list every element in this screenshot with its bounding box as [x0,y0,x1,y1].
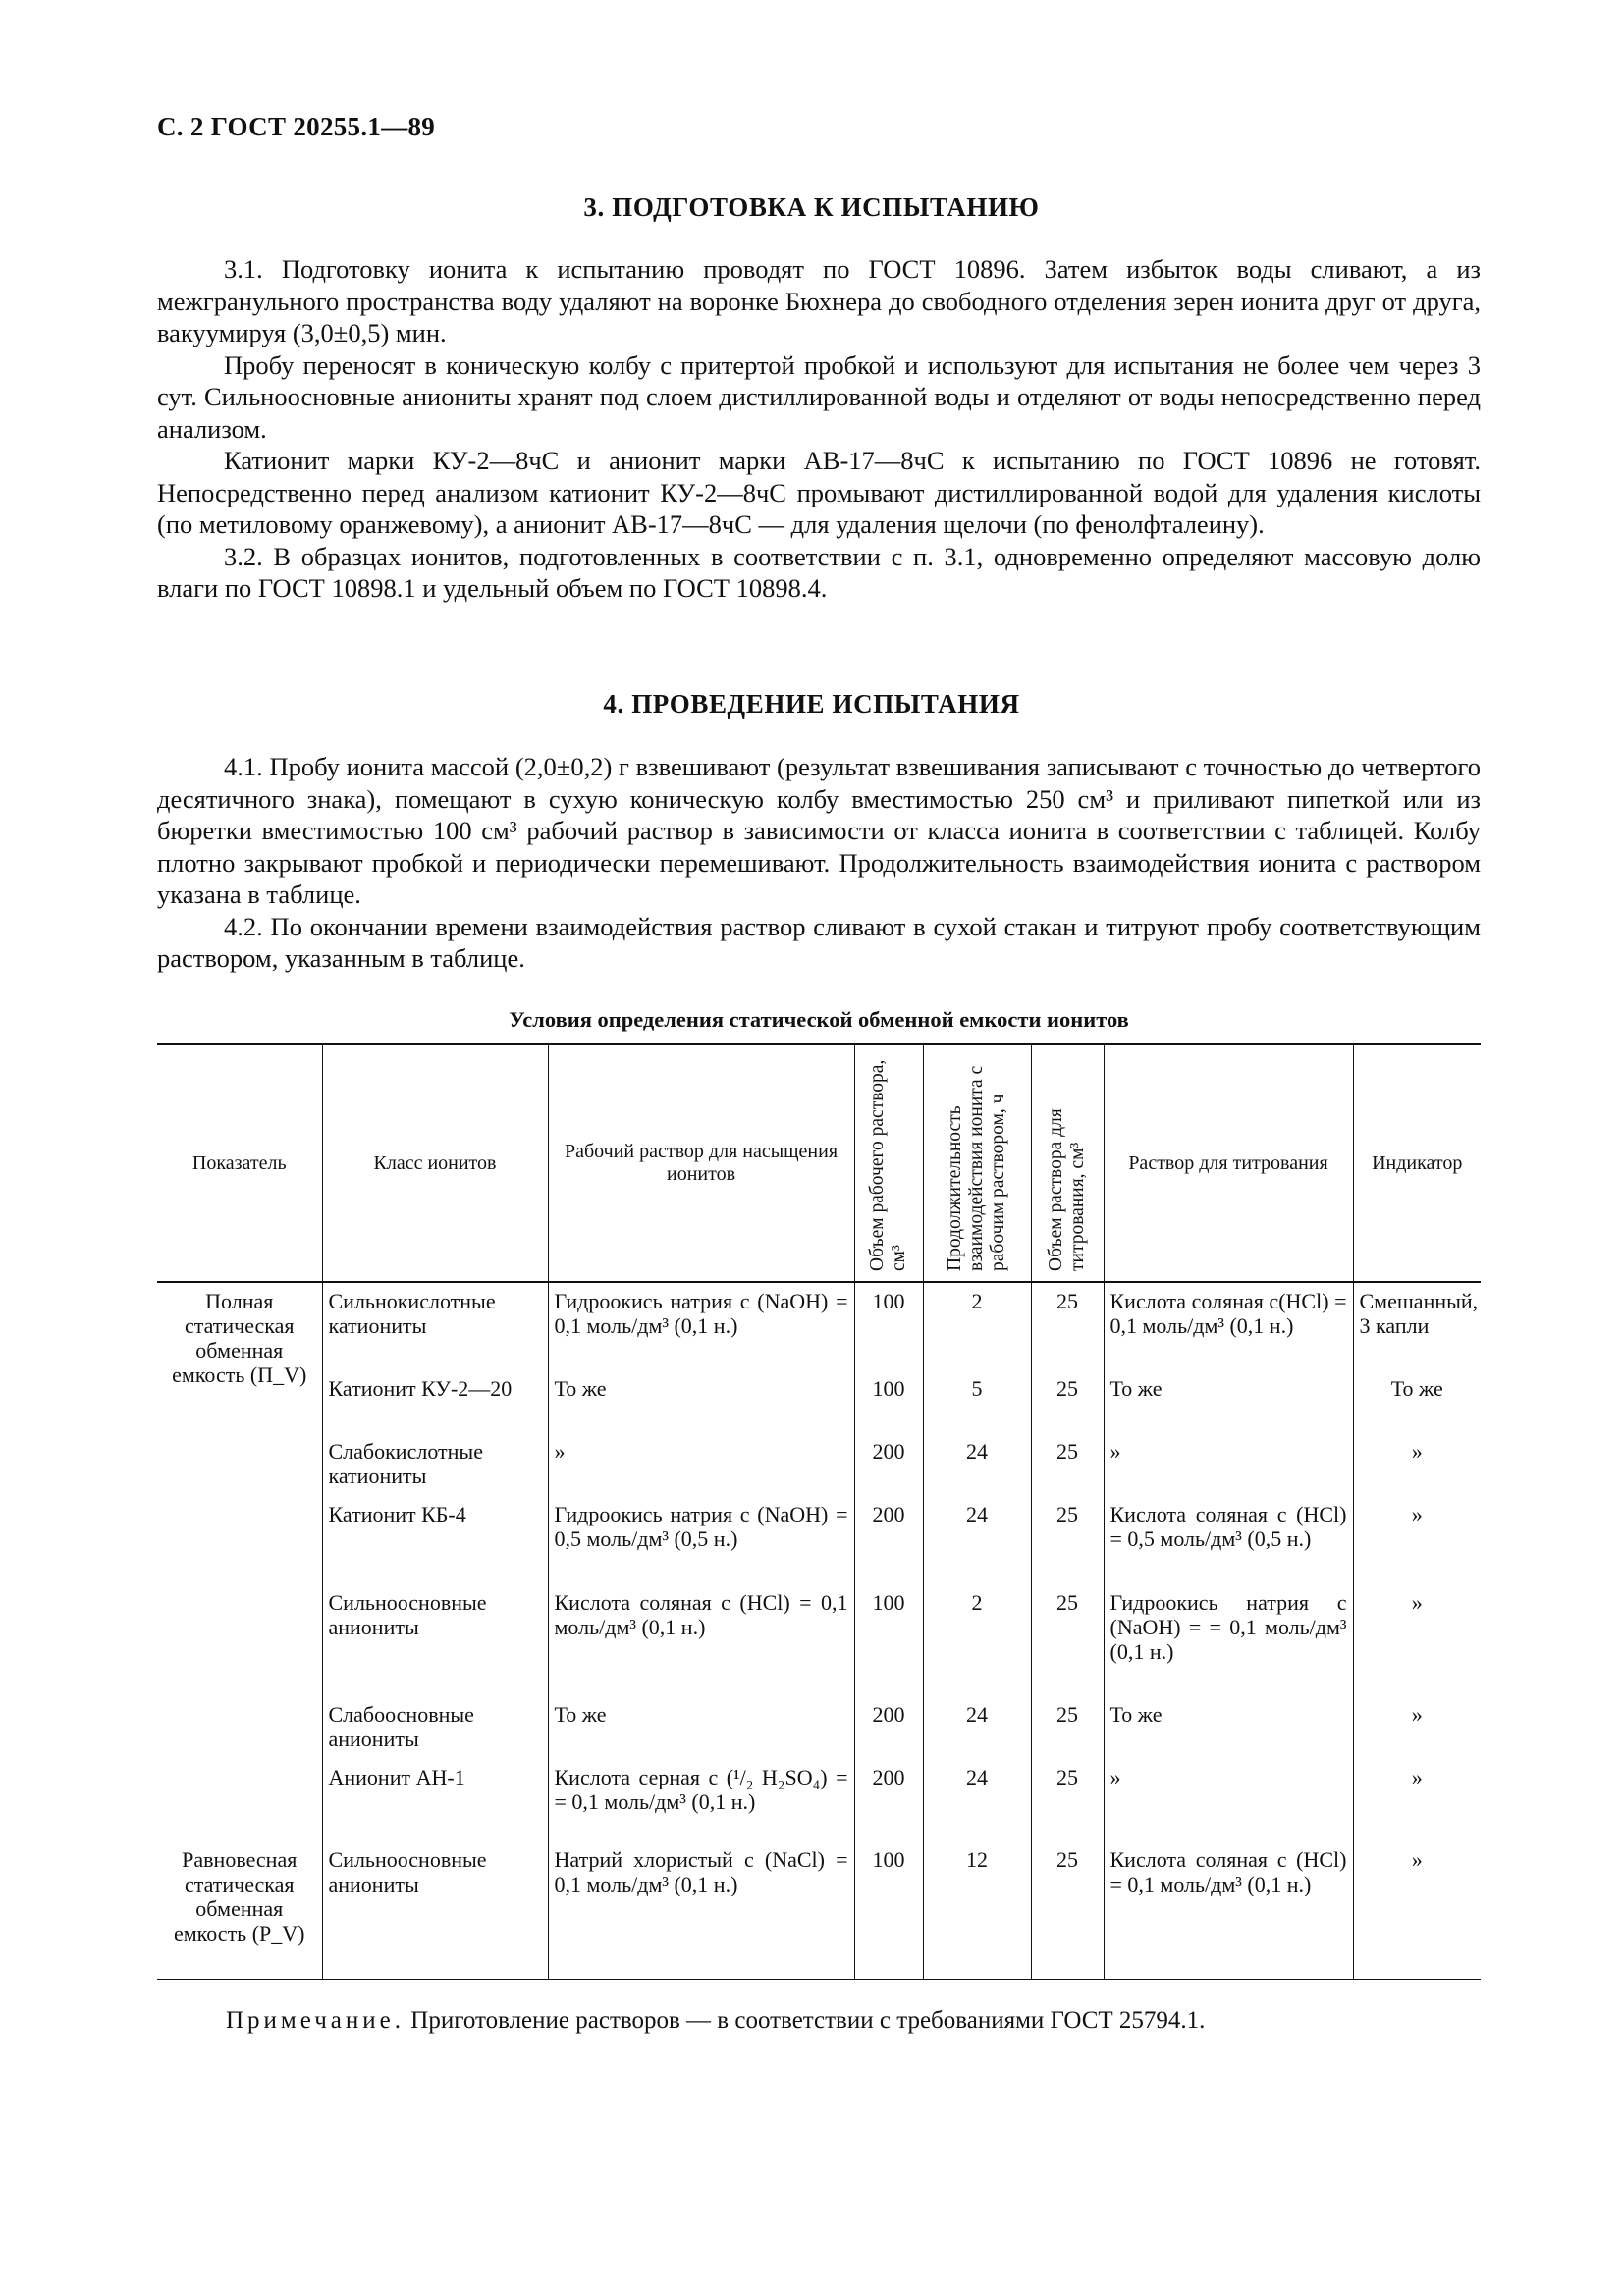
solution-cell: То же [548,1370,854,1433]
note-label: Примечание. [226,2007,406,2034]
paragraph: 4.2. По окончании времени взаимодействия раствор сливают в сухой стакан и титруют пробу соответствующим раствором, указанным в таблице. [157,911,1481,973]
header-titr-solution: Раствор для титрования [1104,1044,1353,1282]
header-indicator: Индикатор [1353,1044,1481,1282]
indicator-cell: » [1353,1496,1481,1584]
solution-cell: Гидроокись натрия c (NaOH) = 0,5 моль/дм³ (0,5 н.) [548,1496,854,1584]
volume-cell: 100 [854,1370,923,1433]
section-3-title: 3. ПОДГОТОВКА К ИСПЫТАНИЮ [583,192,1040,222]
indicator-cell: » [1353,1584,1481,1696]
table-row [157,1759,1481,1842]
solution-cell: Кислота соляная c (HCl) = 0,1 моль/дм³ (0,1 н.) [548,1584,854,1696]
duration-cell: 2 [923,1282,1031,1370]
duration-cell: 24 [923,1433,1031,1496]
titr-solution-cell: То же [1104,1370,1353,1433]
header-volume: Объем рабочего раствора, см³ [854,1044,923,1282]
volume-cell: 200 [854,1496,923,1584]
table-row [157,1842,1481,1979]
titr-solution-cell: Кислота соляная c(HCl) = 0,1 моль/дм³ (0,1 н.) [1104,1282,1353,1370]
titr-volume-cell: 25 [1031,1696,1104,1759]
duration-cell: 24 [923,1759,1031,1842]
titr-volume-cell: 25 [1031,1759,1104,1842]
class-cell: Анионит АН-1 [322,1759,548,1842]
solution-cell: Натрий хлористый c (NaCl) = 0,1 моль/дм³ (0,1 н.) [548,1842,854,1979]
pokazatel-cell: Полная статическая обменная емкость (П_V) [157,1282,322,1842]
note-text: Приготовление растворов — в соответствии с требованиями ГОСТ 25794.1. [410,2007,1206,2034]
titr-solution-cell: Кислота соляная c (HCl) = 0,1 моль/дм³ (0,1 н.) [1104,1842,1353,1979]
class-cell: Катионит КУ-2—20 [322,1370,548,1433]
solution-cell: То же [548,1696,854,1759]
indicator-cell: То же [1353,1370,1481,1433]
table-row [157,1696,1481,1759]
duration-cell: 24 [923,1696,1031,1759]
solution-cell: Гидроокись натрия c (NaOH) = 0,1 моль/дм³ (0,1 н.) [548,1282,854,1370]
table-row [157,1282,1481,1370]
solution-cell: Кислота серная c (¹/₂ H₂SO₄) = = 0,1 моль/дм³ (0,1 н.) [548,1759,854,1842]
titr-volume-cell: 25 [1031,1433,1104,1496]
duration-cell: 2 [923,1584,1031,1696]
solution-cell: » [548,1433,854,1496]
paragraph: Катионит марки КУ-2—8чС и анионит марки АВ-17—8чС к испытанию по ГОСТ 10896 не готовят. Непосредственно перед анализом катионит КУ-2—8чС промывают дистиллированной водой для удаления кислоты (по метиловому оранжевому), а анионит АВ-17—8чС — для удаления щелочи (по фенолфталеину). [157,446,1481,539]
indicator-cell: Смешанный, 3 капли [1353,1282,1481,1370]
table-row [157,1433,1481,1496]
table-row [157,1370,1481,1433]
class-cell: Слабокислотные катиониты [322,1433,548,1496]
titr-solution-cell: » [1104,1759,1353,1842]
table-header-row [157,1044,1481,1282]
indicator-cell: » [1353,1433,1481,1496]
volume-cell: 100 [854,1842,923,1979]
class-cell: Сильнокислотные катиониты [322,1282,548,1370]
duration-cell: 24 [923,1496,1031,1584]
class-cell: Сильноосновные аниониты [322,1584,548,1696]
class-cell: Катионит КБ-4 [322,1496,548,1584]
paragraph: 3.1. Подготовку ионита к испытанию проводят по ГОСТ 10896. Затем избыток воды сливают, а из межгранульного пространства воду удаляют на воронке Бюхнера до свободного отделения зерен ионита друг от друга, вакуумируя (3,0±0,5) мин. [157,254,1481,347]
volume-cell: 100 [854,1282,923,1370]
titr-solution-cell: Кислота соляная c (HCl) = 0,5 моль/дм³ (0,5 н.) [1104,1496,1353,1584]
volume-cell: 200 [854,1433,923,1496]
volume-cell: 100 [854,1584,923,1696]
header-pokazatel: Показатель [157,1044,322,1282]
paragraph: Пробу переносят в коническую колбу с притертой пробкой и используют для испытания не более чем через 3 сут. Сильноосновные аниониты хранят под слоем дистиллированной воды и отделяют от воды непосредственно перед анализом. [157,349,1481,444]
titr-solution-cell: То же [1104,1696,1353,1759]
titr-volume-cell: 25 [1031,1584,1104,1696]
titr-solution-cell: » [1104,1433,1353,1496]
indicator-cell: » [1353,1696,1481,1759]
paragraph: 4.1. Пробу ионита массой (2,0±0,2) г взвешивают (результат взвешивания записывают с точностью до четвертого десятичного знака), помещают в сухую коническую колбу вместимостью 250 см³ и приливают пипеткой или из бюретки вместимостью 100 см³ рабочий раствор в зависимости от класса ионита в соответствии с таблицей. Колбу плотно закрывают пробкой и периодически перемешивают. Продолжительность взаимодействия ионита с раствором указана в таблице. [157,752,1481,909]
class-cell: Сильноосновные аниониты [322,1842,548,1979]
section-4-body [157,751,1481,975]
indicator-cell: » [1353,1759,1481,1842]
titr-volume-cell: 25 [1031,1370,1104,1433]
table-row [157,1584,1481,1696]
header-duration: Продолжительность взаимодействия ионита с рабочим раствором, ч [923,1044,1031,1282]
pokazatel-cell: Равновесная статическая обменная емкость (P_V) [157,1842,322,1979]
header-titr-volume: Объем раствора для титрования, см³ [1031,1044,1104,1282]
table-caption: Условия определения статической обменной емкости ионитов [509,1007,1129,1032]
page-header: С. 2 ГОСТ 20255.1—89 [157,112,436,141]
indicator-cell: » [1353,1842,1481,1979]
titr-volume-cell: 25 [1031,1842,1104,1979]
section-4-title: 4. ПРОВЕДЕНИЕ ИСПЫТАНИЯ [603,689,1020,719]
volume-cell: 200 [854,1759,923,1842]
table-note [226,2007,1205,2035]
titr-volume-cell: 25 [1031,1282,1104,1370]
titr-volume-cell: 25 [1031,1496,1104,1584]
class-cell: Слабоосновные аниониты [322,1696,548,1759]
titr-solution-cell: Гидроокись натрия c (NaOH) = = 0,1 моль/дм³ (0,1 н.) [1104,1584,1353,1696]
paragraph: 3.2. В образцах ионитов, подготовленных в соответствии с п. 3.1, одновременно определяют массовую долю влаги по ГОСТ 10898.1 и удельный объем по ГОСТ 10898.4. [157,541,1481,603]
duration-cell: 5 [923,1370,1031,1433]
header-working-solution: Рабочий раствор для насыщения ионитов [548,1044,854,1282]
volume-cell: 200 [854,1696,923,1759]
duration-cell: 12 [923,1842,1031,1979]
section-3-body [157,253,1481,605]
header-class: Класс ионитов [322,1044,548,1282]
conditions-table [157,1043,1481,1980]
table-row [157,1496,1481,1584]
